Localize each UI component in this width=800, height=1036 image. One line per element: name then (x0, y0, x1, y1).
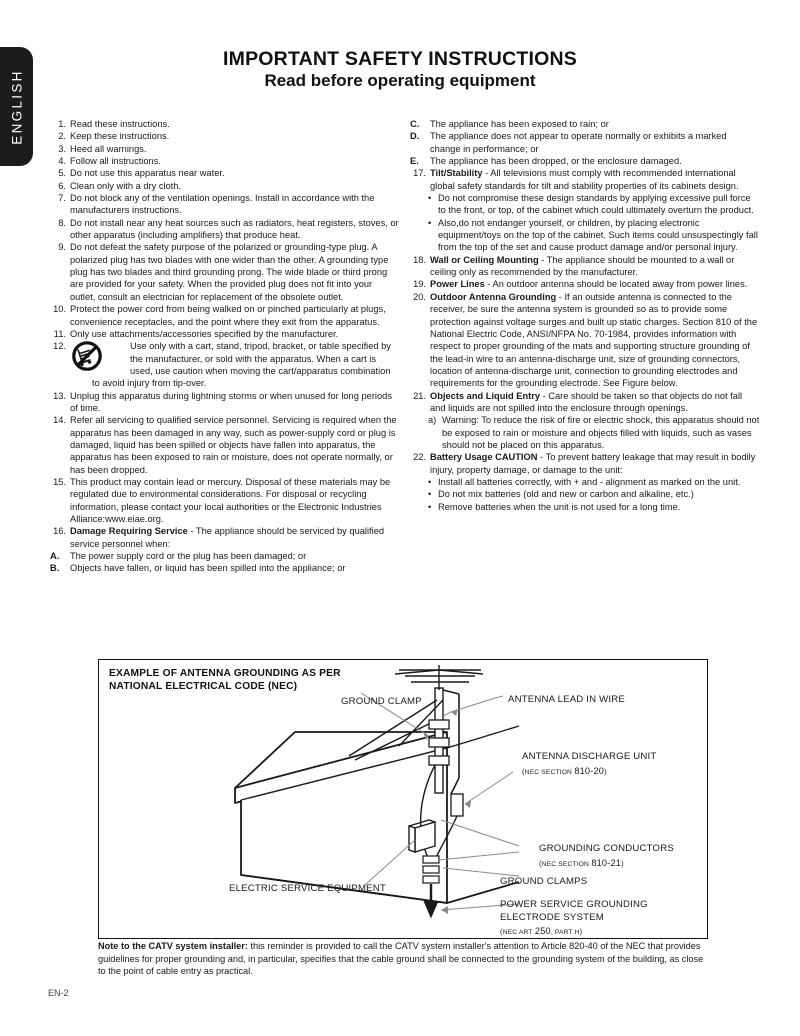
list-item-number: 4. (58, 156, 66, 167)
list-item-20-text: - If an outside antenna is connected to the receiver, be sure the antenna system is grounded so as to provide some protection against voltage surges and built up static charges. Section 810 of the National Electric Code, ANSI/NFPA No. 70-1984, provides information with respect to proper grounding of the mats and supporting structure grounding of the lead-in wire to an antenna-discharge unit, size of grounding connectors, location of antenna-discharge unit, connection to grounding electrodes and requirements for the grounding electrode. See Figure below. (430, 291, 758, 389)
list-item-text: Follow all instructions. (70, 156, 161, 167)
figure-label-antenna-lead-in-wire: ANTENNA LEAD IN WIRE (508, 694, 626, 705)
list-item-a (48, 550, 400, 562)
list-item-number: 17. (413, 168, 426, 179)
list-item-21-bold: Objects and Liquid Entry (430, 390, 541, 401)
list-item-number: 11. (53, 328, 66, 339)
list-item-number: 21. (413, 390, 426, 401)
figure-label-ground-clamp: GROUND CLAMP (341, 696, 422, 707)
list-item-12 (48, 340, 400, 389)
list-item-text: Clean only with a dry cloth. (70, 180, 182, 191)
list-item-text: Refer all servicing to qualified service personnel. Servicing is required when the apparatus has been damaged in any way, such as power-supply cord or plug is damaged, liquid has been spilled or objects have fallen into apparatus, the apparatus has been exposed to rain or moisture, does not operate normally, or has been dropped. (70, 415, 397, 475)
list-item (48, 155, 400, 167)
list-item-d (408, 130, 760, 142)
list-item (48, 192, 400, 217)
bullet-text: Do not mix batteries (old and new or carbon and alkaline, etc.) (438, 489, 694, 500)
list-item-letter: C. (410, 119, 420, 129)
list-item-22-bold: Battery Usage CAUTION (430, 452, 538, 463)
list-item-19-bold: Power Lines (430, 279, 485, 290)
list-item-letter: D. (410, 131, 420, 142)
list-item-19-text: - An outdoor antenna should be located away from power lines. (484, 279, 748, 290)
bullet-icon: • (428, 193, 432, 204)
page-subtitle: Read before operating equipment (264, 71, 536, 90)
figure-label-power-service-ref: (NEC ART 250, PART H) (500, 926, 583, 936)
catv-note-bold: Note to the CATV system installer: (98, 941, 248, 951)
list-item-text: Keep these instructions. (70, 131, 170, 142)
list-item-text: The appliance has been dropped, or the enclosure damaged. (430, 156, 682, 167)
list-item-17-bullet (408, 217, 760, 254)
figure-title-line1: EXAMPLE OF ANTENNA GROUNDING AS PER (109, 668, 341, 679)
list-item (48, 303, 400, 328)
list-item (48, 180, 400, 192)
bullet-text: Do not compromise these design standards by applying excessive pull force to the front, or top, of the cabinet which could ultimately overturn the product. (438, 193, 754, 216)
figure-label-power-service-l2: ELECTRODE SYSTEM (500, 912, 604, 923)
figure-label-electric-service-equipment: ELECTRIC SERVICE EQUIPMENT (229, 883, 386, 894)
bullet-icon: • (428, 501, 432, 512)
list-item (48, 414, 400, 476)
list-item-12-text: Use only with a cart, stand, tripod, bracket, or table specified by the manufacturer, or sold with the apparatus. When a cart is used, use caution when moving the cart/apparatus combination (130, 341, 391, 376)
right-column (408, 118, 760, 513)
list-item-20-bold: Outdoor Antenna Grounding (430, 291, 557, 302)
list-item-number: 6. (58, 180, 66, 191)
list-item-16 (48, 525, 400, 550)
bullet-icon: • (428, 489, 432, 500)
antenna-grounding-figure (98, 659, 708, 939)
list-item (48, 390, 400, 415)
figure-label-grounding-conductors: GROUNDING CONDUCTORS (539, 843, 674, 854)
bullet-icon: • (428, 217, 432, 228)
list-item-text: Do not defeat the safety purpose of the polarized or grounding-type plug. A polarized plug has two blades with one wider than the other. A grounding type plug has two blades and third grounding prong. The wide blade or third prong are provided for your safety. When the provided plug does not fit into your outlet, consult an electrician for replacement of the obsolete outlet. (70, 242, 389, 302)
catv-installer-note (98, 940, 706, 978)
list-item (48, 167, 400, 179)
list-item-text: Heed all warnings. (70, 143, 147, 154)
list-item-letter: E. (410, 156, 419, 167)
list-item-22-bullet (408, 501, 760, 513)
list-item-21 (408, 390, 760, 415)
list-item-number: 8. (58, 217, 66, 228)
list-item-22-bullet (408, 476, 760, 488)
list-item-22-bullet (408, 488, 760, 500)
list-item (48, 118, 400, 130)
bullet-text: Remove batteries when the unit is not used for a long time. (438, 501, 681, 512)
list-item-c (408, 118, 760, 130)
list-item-text: Unplug this apparatus during lightning storms or when unused for long periods of time. (70, 390, 392, 413)
list-item-17-bold: Tilt/Stability (430, 168, 483, 179)
sub-marker: a) (428, 415, 437, 426)
list-item-number: 13. (53, 390, 66, 401)
list-item-number: 16. (53, 526, 66, 537)
bullet-icon: • (428, 476, 432, 487)
list-item-17-text: - All televisions must comply with recommended international global safety standards for tilt and stability properties of its cabinets design. (430, 168, 739, 191)
list-item-number: 14. (53, 415, 66, 426)
bullet-text: Also,do not endanger yourself, or children, by placing electronic equipment/toys on the top of the cabinet. Such items could unsuspectingly fall from the top of the set and cause product damage and/or personal injury. (438, 217, 758, 253)
language-tab-label: ENGLISH (9, 68, 24, 145)
list-item (48, 328, 400, 340)
list-item-16-bold: Damage Requiring Service (70, 526, 188, 537)
list-item-22 (408, 451, 760, 476)
list-item-number: 12. (53, 341, 66, 352)
figure-title-line2: NATIONAL ELECTRICAL CODE (NEC) (109, 681, 298, 692)
list-item (48, 130, 400, 142)
list-item-number: 1. (58, 119, 66, 129)
list-item (48, 143, 400, 155)
page-title: IMPORTANT SAFETY INSTRUCTIONS (223, 48, 577, 70)
sub-text: Warning: To reduce the risk of fire or electric shock, this apparatus should not be exposed to rain or moisture and objects filled with liquids, such as vases should not be placed on this apparatus. (442, 415, 760, 450)
figure-label-power-service-l1: POWER SERVICE GROUNDING (500, 899, 648, 910)
list-item-number: 18. (413, 254, 426, 265)
no-cart-tipover-icon (72, 341, 102, 371)
list-item-number: 22. (413, 452, 426, 463)
list-item (48, 217, 400, 242)
list-item (48, 476, 400, 525)
list-item-text: The power supply cord or the plug has been damaged; or (70, 551, 307, 562)
list-item-17 (408, 167, 760, 192)
list-item-e (408, 155, 760, 167)
list-item-text: Do not use this apparatus near water. (70, 168, 225, 179)
catv-note-text: this reminder is provided to call the CATV system installer's attention to Article 820-40 of the NEC that provides guidelines for proper grounding and, in particular, specifies that the cable ground shall be connected to the grounding system of the building, as close to the point of cable entry as practical. (98, 941, 704, 977)
list-item-number: 5. (58, 168, 66, 179)
list-item-text: Protect the power cord from being walked on or pinched particularly at plugs, convenience receptacles, and the point where they exit from the apparatus. (70, 304, 386, 327)
list-item-21-text: - Care should be taken so that objects do not fall and liquids are not spilled into the enclosure through openings. (430, 390, 743, 413)
list-item-20 (408, 291, 760, 390)
list-item-12-text-tail: to avoid injury from tip-over. (92, 378, 207, 389)
list-item-18-text: - The appliance should be mounted to a wall or ceiling only as recommended by the manufacturer. (430, 254, 735, 278)
list-item-number: 10. (53, 304, 66, 315)
list-item-text: Read these instructions. (70, 119, 170, 129)
list-item-16-text: - The appliance should be serviced by qualified service personnel when: (70, 526, 385, 549)
list-item-letter: A. (50, 551, 60, 562)
list-item-text: Objects have fallen, or liquid has been spilled into the appliance; or (70, 563, 346, 574)
list-item-21-sub-a (408, 414, 760, 451)
list-item-b (48, 562, 400, 574)
figure-label-grounding-conductors-ref: (NEC SECTION 810-21) (539, 858, 624, 868)
figure-label-antenna-discharge-unit: ANTENNA DISCHARGE UNIT (522, 751, 657, 762)
list-item-text: Do not install near any heat sources such as radiators, heat registers, stoves, or other apparatus (including amplifiers) that produce heat. (70, 217, 399, 241)
list-item-number: 20. (413, 291, 426, 302)
list-item-22-text: - To prevent battery leakage that may result in bodily injury, property damage, or damage to the unit: (430, 452, 756, 475)
list-item-text: Only use attachments/accessories specified by the manufacturer. (70, 328, 339, 339)
bullet-text: Install all batteries correctly, with + and - alignment as marked on the unit. (438, 476, 741, 487)
list-item-number: 15. (53, 476, 66, 487)
list-item-text: This product may contain lead or mercury. Disposal of these materials may be regulated due to environmental considerations. For disposal or recycling information, please contact your local authorities or the Electronic Industries Alliance:www.eiae.org. (70, 476, 391, 524)
list-item-number: 19. (413, 279, 426, 290)
figure-label-ground-clamps: GROUND CLAMPS (500, 876, 588, 887)
list-item-letter: B. (50, 563, 60, 574)
page-number: EN-2 (48, 988, 69, 998)
list-item-number: 9. (58, 242, 66, 253)
figure-label-antenna-discharge-unit-ref: (NEC SECTION 810-20) (522, 766, 607, 776)
list-item-number: 3. (58, 143, 66, 154)
list-item-17-bullet (408, 192, 760, 217)
list-item-number: 2. (58, 131, 66, 142)
list-item-19 (408, 278, 760, 290)
list-item-18-bold: Wall or Ceiling Mounting (430, 254, 539, 265)
list-item-d-continuation: change in performance; or (430, 143, 539, 154)
left-column (48, 118, 400, 575)
list-item-text: The appliance does not appear to operate normally or exhibits a marked (430, 131, 727, 142)
list-item-text: Do not block any of the ventilation openings. Install in accordance with the manufacturers instructions. (70, 193, 375, 216)
list-item-number: 7. (58, 193, 66, 204)
list-item-18 (408, 254, 760, 279)
list-item-text: The appliance has been exposed to rain; or (430, 119, 609, 129)
list-item (48, 241, 400, 303)
